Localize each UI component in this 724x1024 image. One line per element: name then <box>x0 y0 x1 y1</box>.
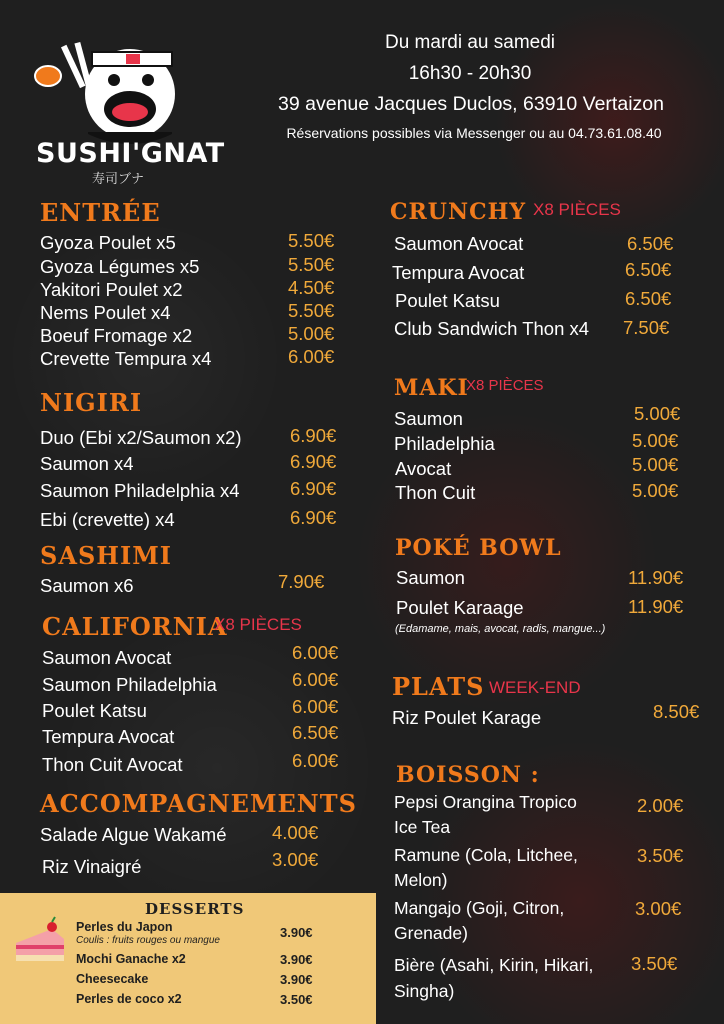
entree-item-price: 5.00€ <box>288 323 335 344</box>
reservation-info: Réservations possibles via Messenger ou au 04.73.61.08.40 <box>286 125 662 141</box>
maki-item-name: Avocat <box>395 458 452 479</box>
nigiri-item-name: Ebi (crevette) x4 <box>40 509 175 530</box>
nigiri-item-name: Duo (Ebi x2/Saumon x2) <box>40 427 242 448</box>
entree-item-name: Nems Poulet x4 <box>40 302 171 323</box>
boisson-item-line2: Ice Tea <box>394 817 451 837</box>
california-item-price: 6.00€ <box>292 750 339 771</box>
crunchy-item-name: Saumon Avocat <box>394 233 524 254</box>
boisson-item-line2: Grenade) <box>394 923 468 943</box>
entree-item-price: 5.50€ <box>288 254 335 275</box>
entree-item-name: Crevette Tempura x4 <box>40 348 212 369</box>
boisson-item-line1: Mangajo (Goji, Citron, <box>394 898 565 918</box>
accompagnements-item-price: 3.00€ <box>272 849 319 870</box>
brand-subtitle: 寿司ブナ <box>92 171 145 186</box>
accompagnements-item-name: Riz Vinaigré <box>42 856 142 877</box>
poke-item-price: 11.90€ <box>628 567 684 588</box>
dessert-item-price: 3.90€ <box>280 972 313 987</box>
boisson-item-line2: Singha) <box>394 981 455 1001</box>
nigiri-item-name: Saumon Philadelphia x4 <box>40 480 240 501</box>
nigiri-item-price: 6.90€ <box>290 451 337 472</box>
brand-name: SUSHI'GNAT <box>36 138 225 169</box>
california-item-name: Tempura Avocat <box>42 726 175 747</box>
entree-item-name: Gyoza Poulet x5 <box>40 232 176 253</box>
california-item-price: 6.00€ <box>292 696 339 717</box>
maki-note: X8 PIÈCES <box>466 377 544 394</box>
address: 39 avenue Jacques Duclos, 63910 Vertaizon <box>278 93 664 115</box>
sashimi-title: SASHIMI <box>40 541 172 570</box>
california-item-name: Poulet Katsu <box>42 700 147 721</box>
california-item-price: 6.00€ <box>292 669 339 690</box>
entree-item-name: Gyoza Légumes x5 <box>40 256 200 277</box>
nigiri-item-price: 6.90€ <box>290 478 337 499</box>
entree-item-price: 5.50€ <box>288 300 335 321</box>
accompagnements-item-name: Salade Algue Wakamé <box>40 824 227 845</box>
maki-item-price: 5.00€ <box>634 403 681 424</box>
entree-item-name: Yakitori Poulet x2 <box>40 279 183 300</box>
opening-hours: 16h30 - 20h30 <box>408 63 532 84</box>
crunchy-item-price: 7.50€ <box>623 317 670 338</box>
boisson-title: BOISSON : <box>396 762 540 788</box>
maki-item-price: 5.00€ <box>632 454 679 475</box>
dessert-item-name: Perles de coco x2 <box>76 992 182 1006</box>
plats-item-price: 8.50€ <box>653 701 700 722</box>
dessert-item-price: 3.90€ <box>280 952 313 967</box>
maki-item-name: Thon Cuit <box>395 482 476 503</box>
entree-item-name: Boeuf Fromage x2 <box>40 325 193 346</box>
nigiri-title: NIGIRI <box>40 388 143 417</box>
nigiri-item-price: 6.90€ <box>290 425 337 446</box>
sashimi-item-name: Saumon x6 <box>40 575 134 596</box>
dessert-item-name: Mochi Ganache x2 <box>76 952 186 966</box>
entree-item-price: 4.50€ <box>288 277 335 298</box>
boisson-item-line2: Melon) <box>394 870 448 890</box>
boisson-item-price: 3.00€ <box>635 898 682 919</box>
crunchy-item-price: 6.50€ <box>625 288 672 309</box>
california-item-name: Thon Cuit Avocat <box>42 754 183 775</box>
crunchy-title: CRUNCHY <box>390 199 527 225</box>
boisson-item-line1: Bière (Asahi, Kirin, Hikari, <box>394 955 594 975</box>
crunchy-note: X8 PIÈCES <box>533 200 621 219</box>
maki-title: MAKI <box>394 375 469 401</box>
entree-title: ENTRÉE <box>40 198 161 227</box>
dessert-item-name: Perles du Japon <box>76 920 173 934</box>
crunchy-item-price: 6.50€ <box>625 259 672 280</box>
entree-item-price: 6.00€ <box>288 346 335 367</box>
crunchy-item-name: Club Sandwich Thon x4 <box>394 318 590 339</box>
plats-note: WEEK-END <box>489 678 581 697</box>
maki-item-price: 5.00€ <box>632 480 679 501</box>
poke-item-name: Poulet Karaage <box>396 597 524 618</box>
opening-days: Du mardi au samedi <box>384 32 556 53</box>
crunchy-item-name: Poulet Katsu <box>395 290 500 311</box>
boisson-item-price: 3.50€ <box>637 845 684 866</box>
accompagnements-item-price: 4.00€ <box>272 822 319 843</box>
california-title: CALIFORNIA <box>42 612 228 641</box>
california-item-price: 6.50€ <box>292 722 339 743</box>
poke-title: POKÉ BOWL <box>395 535 562 561</box>
crunchy-item-name: Tempura Avocat <box>392 262 525 283</box>
maki-item-name: Saumon <box>394 408 463 429</box>
california-item-name: Saumon Avocat <box>42 647 172 668</box>
dessert-item-price: 3.50€ <box>280 992 313 1007</box>
cake-icon <box>12 915 68 971</box>
boisson-item-price: 3.50€ <box>631 953 678 974</box>
desserts-title: DESSERTS <box>145 900 245 918</box>
boisson-item-line1: Pepsi Orangina Tropico <box>394 792 577 812</box>
dessert-item-price: 3.90€ <box>280 925 313 940</box>
boisson-item-line1: Ramune (Cola, Litchee, <box>394 845 578 865</box>
poke-note: (Edamame, mais, avocat, radis, mangue...) <box>395 623 606 635</box>
crunchy-item-price: 6.50€ <box>627 233 674 254</box>
accompagnements-title: ACCOMPAGNEMENTS <box>40 789 357 818</box>
maki-item-price: 5.00€ <box>632 430 679 451</box>
california-item-name: Saumon Philadelphia <box>42 674 217 695</box>
california-note: X8 PIÈCES <box>214 615 302 634</box>
nigiri-item-price: 6.90€ <box>290 507 337 528</box>
poke-item-price: 11.90€ <box>628 596 684 617</box>
dessert-item-name: Cheesecake <box>76 972 149 986</box>
plats-item-name: Riz Poulet Karage <box>392 707 542 728</box>
boisson-item-price: 2.00€ <box>637 795 684 816</box>
poke-item-name: Saumon <box>396 567 465 588</box>
sashimi-item-price: 7.90€ <box>278 571 325 592</box>
nigiri-item-name: Saumon x4 <box>40 453 134 474</box>
entree-item-price: 5.50€ <box>288 230 335 251</box>
maki-item-name: Philadelphia <box>394 433 495 454</box>
desserts-panel <box>0 893 376 1024</box>
dessert-item-note: Coulis : fruits rouges ou mangue <box>76 935 220 946</box>
plats-title: PLATS <box>392 672 485 701</box>
california-item-price: 6.00€ <box>292 642 339 663</box>
